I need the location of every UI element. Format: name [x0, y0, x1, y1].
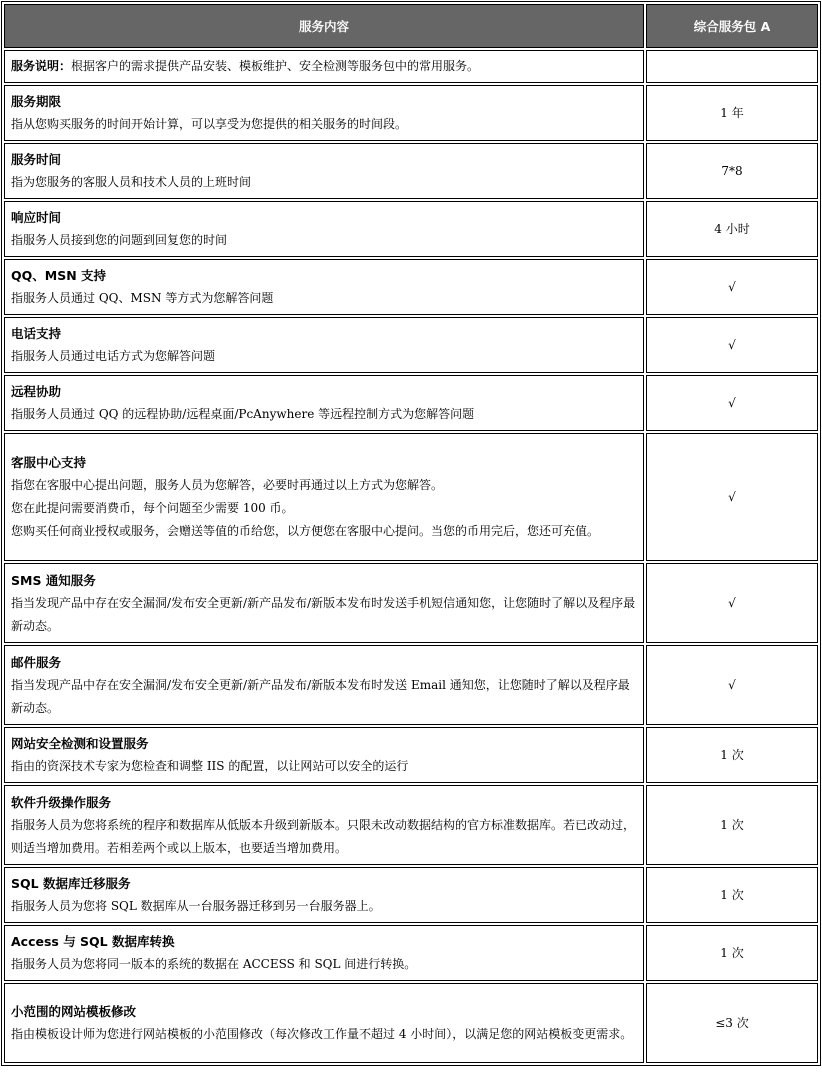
- table-row: [4, 375, 818, 431]
- package-value: 7*8: [646, 143, 818, 199]
- table-row: [4, 983, 818, 1063]
- service-name: 电话支持: [11, 326, 62, 341]
- service-name: 邮件服务: [11, 654, 62, 670]
- service-cell: [4, 785, 644, 865]
- service-description: 指为您服务的客服人员和技术人员的上班时间: [11, 175, 252, 189]
- service-description: 您在此提问需要消费币，每个问题至少需要 100 币。: [11, 501, 294, 515]
- table-row: [4, 317, 818, 373]
- header-service-content: 服务内容: [4, 4, 644, 48]
- table-row: [4, 143, 818, 199]
- service-description: 指服务人员通过 QQ 的远程协助/远程桌面/PcAnywhere 等远程控制方式为您解答问题: [11, 407, 475, 421]
- service-cell: [4, 433, 644, 561]
- service-description: 您购买任何商业授权或服务，会赠送等值的币给您，以方便您在客服中心提问。当您的币用完后，您还可充值。: [11, 524, 600, 538]
- service-cell: [4, 867, 644, 923]
- service-description: 指由的资深技术专家为您检查和调整 IIS 的配置，以让网站可以安全的运行: [11, 759, 409, 773]
- service-name: 客服中心支持: [11, 455, 87, 470]
- service-name: 软件升级操作服务: [11, 794, 112, 810]
- package-value: √: [646, 259, 818, 315]
- service-description: 指服务人员为您将系统的程序和数据库从低版本升级到新版本。只限未改动数据结构的官方标准数据库。若已改动过，则适当增加费用。若相差两个或以上版本，也要适当增加费用。: [11, 817, 636, 855]
- header-row: [4, 4, 818, 48]
- table-row: [4, 645, 818, 725]
- package-value: √: [646, 645, 818, 725]
- package-value: 1 次: [646, 727, 818, 783]
- table-row: [4, 727, 818, 783]
- service-cell: [4, 925, 644, 981]
- package-value: √: [646, 563, 818, 643]
- service-name: 远程协助: [11, 384, 62, 399]
- package-value: √: [646, 433, 818, 561]
- table-row: [4, 785, 818, 865]
- intro-value: [646, 50, 818, 83]
- table-row: [4, 259, 818, 315]
- service-name: SMS 通知服务: [11, 572, 96, 588]
- service-cell: [4, 645, 644, 725]
- service-description: 指服务人员接到您的问题到回复您的时间: [11, 233, 228, 247]
- service-name: 网站安全检测和设置服务: [11, 736, 149, 751]
- table-row: [4, 925, 818, 981]
- intro-cell: [4, 50, 644, 83]
- service-cell: [4, 259, 644, 315]
- table-row: [4, 867, 818, 923]
- service-name: 小范围的网站模板修改: [11, 1004, 137, 1019]
- service-description: 指从您购买服务的时间开始计算，可以享受为您提供的相关服务的时间段。: [11, 117, 408, 131]
- package-value: 1 次: [646, 867, 818, 923]
- service-cell: [4, 375, 644, 431]
- service-cell: [4, 563, 644, 643]
- table-row: [4, 201, 818, 257]
- package-value: 4 小时: [646, 201, 818, 257]
- intro-label: 服务说明：: [11, 59, 72, 73]
- package-value: √: [646, 317, 818, 373]
- service-name: 服务期限: [11, 94, 62, 109]
- service-cell: [4, 727, 644, 783]
- package-value: 1 年: [646, 85, 818, 141]
- service-description: 指服务人员为您将同一版本的系统的数据在 ACCESS 和 SQL 间进行转换。: [11, 957, 417, 971]
- service-cell: [4, 85, 644, 141]
- service-description: 指服务人员为您将 SQL 数据库从一台服务器迁移到另一台服务器上。: [11, 899, 381, 913]
- service-description: 指当发现产品中存在安全漏洞/发布安全更新/新产品发布/新版本发布时发送手机短信通知您，让您随时了解以及程序最新动态。: [11, 595, 636, 633]
- intro-text: 根据客户的需求提供产品安装、模板维护、安全检测等服务包中的常用服务。: [71, 59, 480, 73]
- service-description: 指服务人员通过 QQ、MSN 等方式为您解答问题: [11, 291, 274, 305]
- service-name: QQ、MSN 支持: [11, 268, 107, 283]
- service-name: Access 与 SQL 数据库转换: [11, 934, 175, 949]
- service-cell: [4, 143, 644, 199]
- package-value: 1 次: [646, 785, 818, 865]
- service-description: 指服务人员通过电话方式为您解答问题: [11, 349, 216, 363]
- header-package-a: 综合服务包 A: [646, 4, 818, 48]
- service-cell: [4, 317, 644, 373]
- package-value: ≤3 次: [646, 983, 818, 1063]
- package-value: 1 次: [646, 925, 818, 981]
- package-value: √: [646, 375, 818, 431]
- intro-row: [4, 50, 818, 83]
- service-description: 指当发现产品中存在安全漏洞/发布安全更新/新产品发布/新版本发布时发送 Email 通知您，让您随时了解以及程序最新动态。: [11, 677, 630, 715]
- table-row: [4, 433, 818, 561]
- service-cell: [4, 201, 644, 257]
- service-description: 指由模板设计师为您进行网站模板的小范围修改（每次修改工作量不超过 4 小时间），以满足您的网站模板变更需求。: [11, 1027, 633, 1041]
- service-name: SQL 数据库迁移服务: [11, 876, 131, 891]
- service-cell: [4, 983, 644, 1063]
- table-row: [4, 85, 818, 141]
- service-name: 响应时间: [11, 210, 62, 225]
- service-table: [1, 1, 821, 1066]
- service-name: 服务时间: [11, 152, 62, 167]
- table-row: [4, 563, 818, 643]
- service-description: 指您在客服中心提出问题，服务人员为您解答，必要时再通过以上方式为您解答。: [11, 478, 444, 492]
